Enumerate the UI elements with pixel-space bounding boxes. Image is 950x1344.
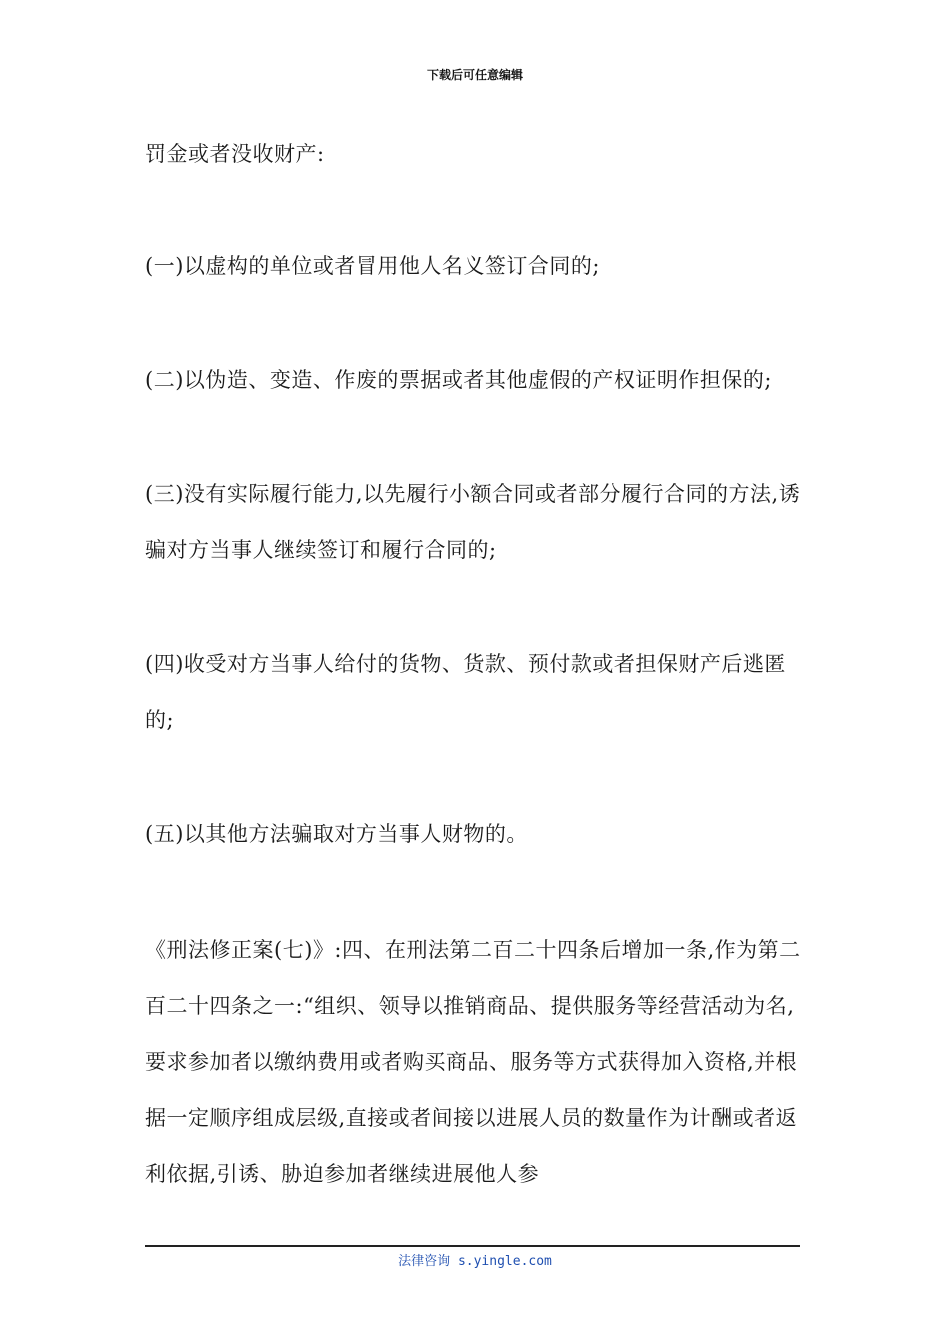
- paragraph-amendment-7: 《刑法修正案(七)》:四、在刑法第二百二十四条后增加一条,作为第二百二十四条之一:“组织、领导以推销商品、提供服务等经营活动为名,要求参加者以缴纳费用或者购买商品、服务等方式获得加入资格,并根据一定顺序组成层级,直接或者间接以进展人员的数量作为计酬或者返利依据,引诱、胁迫参加者继续进展他人参: [145, 938, 801, 1186]
- footer-divider: [145, 1245, 800, 1247]
- paragraph-item-1: (一)以虚构的单位或者冒用他人名义签订合同的;: [145, 254, 600, 278]
- paragraph-item-3: (三)没有实际履行能力,以先履行小额合同或者部分履行合同的方法,诱骗对方当事人继续签订和履行合同的;: [145, 482, 801, 562]
- paragraph-item-5: (五)以其他方法骗取对方当事人财物的。: [145, 822, 528, 846]
- paragraph-penalty-clause: 罚金或者没收财产:: [145, 142, 325, 166]
- page-header: 下载后可任意编辑: [426, 68, 523, 82]
- paragraph-item-2: (二)以伪造、变造、作废的票据或者其他虚假的产权证明作担保的;: [145, 368, 772, 392]
- paragraph-item-4: (四)收受对方当事人给付的货物、货款、预付款或者担保财产后逃匿的;: [145, 652, 786, 732]
- footer-link[interactable]: 法律咨询 s.yingle.com: [398, 1254, 552, 1269]
